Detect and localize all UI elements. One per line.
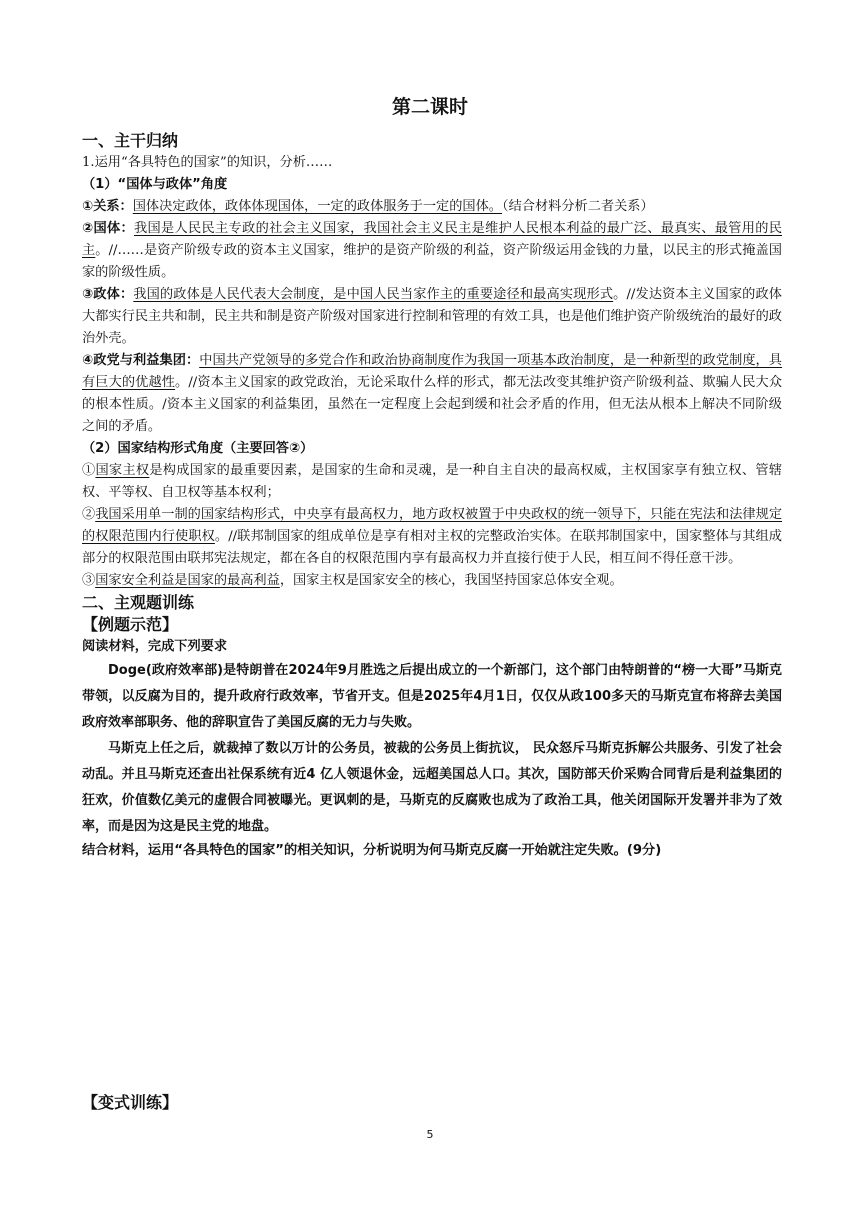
structure-item-3 — [82, 570, 782, 592]
page-title: 第二课时 — [391, 96, 468, 118]
key-sentence: 我国采用单一制的国家结构形式，中央享有最高权力，地方政权被置于中央政权的统一领导下，只能在宪法和法律规定的权限范围内行使职权 — [82, 507, 783, 544]
point-text: ，国家主权是国家安全的核心，我国坚持国家总体安全观。 — [279, 573, 623, 588]
subheading-guoti-zhengti: （1）“国体与政体”角度 — [82, 177, 228, 192]
point-text: 。//……是资产阶级专政的资本主义国家，维护的是资产阶级的利益，资产阶级运用金钱的力量，以民主的形式掩盖国家的阶级性质。 — [82, 243, 782, 280]
key-sentence: 国体决定政体，政体体现国体，一定的政体服务于一定的国体。 — [132, 199, 502, 214]
key-sentence: 我国的政体是人民代表大会制度，是中国人民当家作主的重要途径和最高实现形式 — [133, 287, 614, 302]
item-number: ③ — [82, 573, 96, 588]
point-zhengdang — [82, 350, 782, 438]
item-number: ② — [82, 507, 96, 522]
key-sentence: 国家主权 — [95, 463, 150, 478]
section-one-heading: 一、主干归纳 — [82, 131, 179, 150]
subheading-structure: （2）国家结构形式角度（主要回答②） — [82, 441, 314, 456]
section-two-heading: 二、主观题训练 — [82, 593, 195, 612]
variant-tag: 【变式训练】 — [82, 1093, 179, 1112]
point-text: 。//发达资本主义国家的政体大都实行民主共和制，民主共和制是资产阶级对国家进行控制和管理的有效工具，也是他们维护资产阶级统治的最好的政治外壳。 — [82, 287, 782, 346]
point-guoti — [82, 218, 782, 284]
material-paragraph-2: 马斯克上任之后，就裁掉了数以万计的公务员，被裁的公务员上街抗议， 民众怒斥马斯克拆解公共服务、引发了社会动乱。并且马斯克还查出社保系统有近4 亿人领退休金，远超美国总人口。其次，国防部天价采购合同背后是利益集团的狂欢，价值数亿美元的虚假合同被曝光。更讽刺的是，马斯克的反腐败也成为了政治工具，他关闭国际开发署并非为了效率，而是因为这是民主党的地盘。 — [82, 741, 782, 834]
item-number: ① — [82, 463, 96, 478]
key-sentence: 我国是人民民主专政的社会主义国家，我国社会主义民主是维护人民根本利益的最广泛、最真实、最管用的民主 — [82, 221, 783, 258]
structure-item-2 — [82, 504, 782, 570]
question: 结合材料，运用“各具特色的国家”的相关知识，分析说明为何马斯克反腐一开始就注定失败。(9分) — [82, 843, 662, 858]
material-paragraph-1: Doge(政府效率部)是特朗普在2024年9月胜选之后提出成立的一个新部门，这个部门由特朗普的“榜一大哥”马斯克带领，以反腐为目的，提升政府行政效率，节省开支。但是2025年4月1日，仅仅从政100多天的马斯克宣布将辞去美国政府效率部职务、他的辞职宣告了美国反腐的无力与失败。 — [82, 663, 782, 730]
point-guanxi — [82, 196, 782, 218]
section-one-intro: 1.运用“各具特色的国家”的知识，分析…… — [82, 155, 333, 170]
point-label: ④政党与利益集团： — [82, 353, 200, 368]
point-text: 是构成国家的最重要因素，是国家的生命和灵魂，是一种自主自决的最高权威，主权国家享有独立权、管辖权、平等权、自卫权等基本权利； — [82, 463, 783, 500]
point-text: 。//联邦制国家的组成单位是享有相对主权的完整政治实体。在联邦制国家中，国家整体与其组成部分的权限范围由联邦宪法规定，都在各自的权限范围内享有最高权力并直接行使于人民，相互间不得任意干涉。 — [82, 529, 782, 566]
page-number: 5 — [426, 1128, 434, 1141]
point-label: ②国体： — [82, 221, 135, 236]
point-label: ③政体： — [82, 287, 134, 302]
example-tag: 【例题示范】 — [82, 615, 179, 634]
point-text: 。//资本主义国家的政党政治，无论采取什么样的形式，都无法改变其维护资产阶级利益、欺骗人民大众的根本性质。/资本主义国家的利益集团，虽然在一定程度上会起到缓和社会矛盾的作用，但无法从根本上解决不同阶级之间的矛盾。 — [82, 375, 783, 434]
point-zhengti — [82, 284, 782, 350]
key-sentence: 中国共产党领导的多党合作和政治协商制度作为我国一项基本政治制度，是一种新型的政党制度，具有巨大的优越性 — [82, 353, 782, 390]
point-text: （结合材料分析二者关系） — [501, 199, 654, 214]
structure-item-1 — [82, 460, 782, 504]
key-sentence: 国家安全利益是国家的最高利益 — [95, 573, 280, 588]
section-one — [82, 130, 782, 862]
point-label: ①关系： — [82, 199, 133, 214]
instruction: 阅读材料，完成下列要求 — [82, 639, 228, 654]
